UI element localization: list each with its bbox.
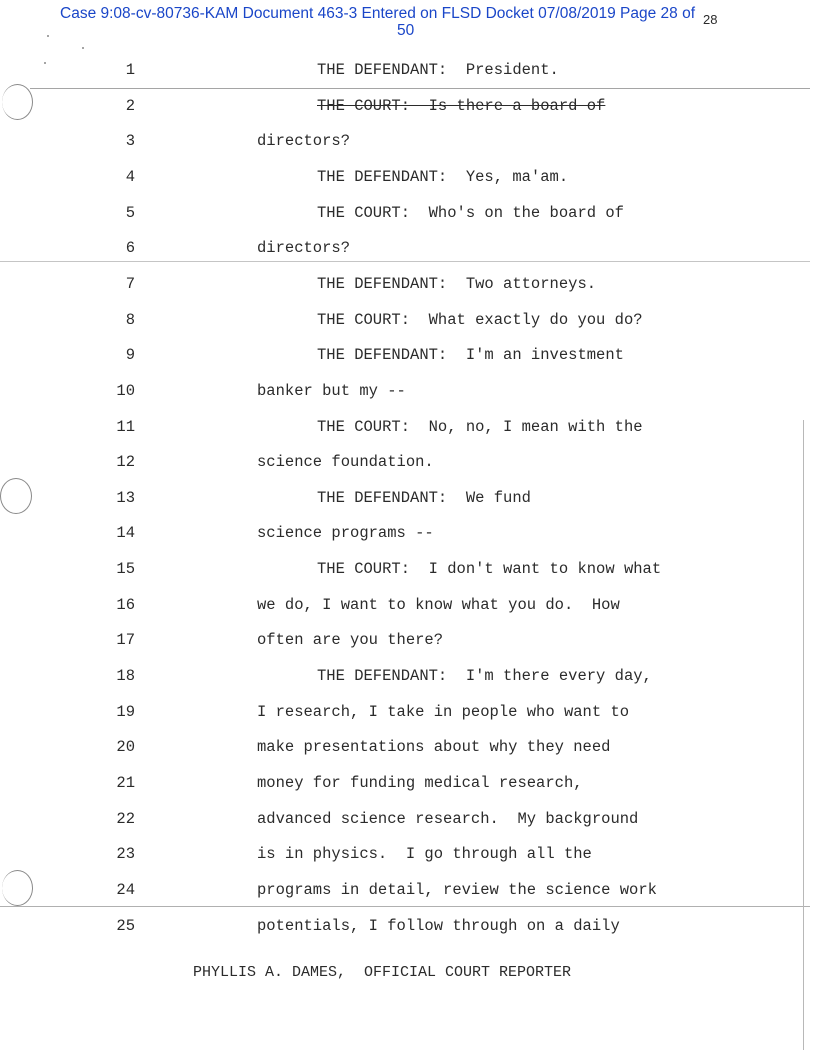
line-number: 17 [116, 631, 135, 650]
transcript-line [0, 310, 816, 330]
transcript-line [0, 844, 816, 864]
line-number: 10 [116, 381, 135, 400]
transcript-line [0, 809, 816, 829]
transcript-line [0, 630, 816, 650]
line-number: 18 [116, 667, 135, 686]
transcript-line [0, 345, 816, 365]
line-number: 6 [125, 239, 135, 258]
line-number: 5 [125, 203, 135, 222]
line-number: 13 [116, 488, 135, 507]
transcript-line [0, 417, 816, 437]
line-text: THE COURT: I don't want to know what [317, 560, 662, 579]
line-number: 11 [116, 417, 135, 436]
scan-speck [47, 35, 49, 37]
court-reporter-credit: PHYLLIS A. DAMES, OFFICIAL COURT REPORTER [193, 964, 572, 981]
line-text: is in physics. I go through all the [257, 845, 592, 864]
line-number: 9 [125, 346, 135, 365]
line-number: 16 [116, 595, 135, 614]
transcript-line [0, 737, 816, 757]
transcript-line [0, 488, 816, 508]
transcript-line [0, 203, 816, 223]
line-number: 2 [125, 96, 135, 115]
line-text: I research, I take in people who want to [257, 702, 630, 721]
case-caption-continued: 50 [397, 22, 415, 39]
transcript-line [0, 381, 816, 401]
transcript-line [0, 523, 816, 543]
line-text: THE COURT: No, no, I mean with the [317, 417, 643, 436]
line-number: 7 [125, 274, 135, 293]
transcript-line [0, 702, 816, 722]
transcript-line [0, 452, 816, 472]
line-text: often are you there? [257, 631, 444, 650]
line-text: money for funding medical research, [257, 774, 583, 792]
transcript-page-number: 28 [703, 12, 718, 27]
top-rule [30, 88, 810, 89]
transcript-line [0, 131, 816, 151]
transcript-line [0, 96, 816, 116]
line-text: THE DEFENDANT: Yes, ma'am. [317, 167, 569, 186]
line-number: 4 [125, 167, 135, 186]
line-text: THE DEFENDANT: Two attorneys. [317, 274, 597, 293]
line-text: science programs -- [257, 524, 434, 543]
transcript-line [0, 60, 816, 80]
line-number: 19 [116, 702, 135, 721]
line-number: 20 [116, 738, 135, 757]
line-number: 21 [116, 774, 135, 792]
line-text: directors? [257, 132, 351, 151]
line-number: 23 [116, 845, 135, 864]
transcript-line [0, 773, 816, 793]
line-text: advanced science research. My background [257, 809, 639, 828]
transcript-line [0, 595, 816, 615]
transcript-line [0, 274, 816, 294]
middle-rule [0, 261, 810, 262]
line-number: 1 [125, 61, 135, 79]
line-number: 24 [116, 880, 135, 899]
line-number: 15 [116, 560, 135, 579]
transcript-line [0, 880, 816, 900]
case-caption: Case 9:08-cv-80736-KAM Document 463-3 Entered on FLSD Docket 07/08/2019 Page 28 of [60, 5, 696, 22]
bottom-rule [0, 906, 810, 907]
line-text: directors? [257, 239, 351, 258]
line-text: THE DEFENDANT: President. [317, 61, 559, 79]
line-text: THE DEFENDANT: We fund [317, 488, 531, 507]
scan-speck [82, 47, 84, 49]
line-text: we do, I want to know what you do. How [257, 595, 620, 614]
line-text: make presentations about why they need [257, 738, 611, 757]
line-number: 12 [116, 453, 135, 472]
line-number: 14 [116, 524, 135, 543]
page-footer [0, 947, 816, 981]
line-number: 22 [116, 809, 135, 828]
line-number: 3 [125, 132, 135, 151]
transcript-line [0, 666, 816, 686]
line-text: THE DEFENDANT: I'm there every day, [317, 667, 652, 686]
line-text: THE DEFENDANT: I'm an investment [317, 346, 624, 365]
line-text: science foundation. [257, 453, 434, 472]
line-text: THE COURT: Is there a board of [317, 96, 606, 115]
line-number: 25 [116, 916, 135, 935]
line-text: THE COURT: What exactly do you do? [317, 310, 643, 329]
transcript-line [0, 167, 816, 187]
line-text: potentials, I follow through on a daily [257, 916, 620, 935]
line-text: programs in detail, review the science work [257, 880, 657, 899]
line-text: banker but my -- [257, 381, 406, 400]
line-text: THE COURT: Who's on the board of [317, 203, 624, 222]
transcript-line [0, 559, 816, 579]
line-number: 8 [125, 310, 135, 329]
transcript-line [0, 916, 816, 936]
transcript-line [0, 238, 816, 258]
